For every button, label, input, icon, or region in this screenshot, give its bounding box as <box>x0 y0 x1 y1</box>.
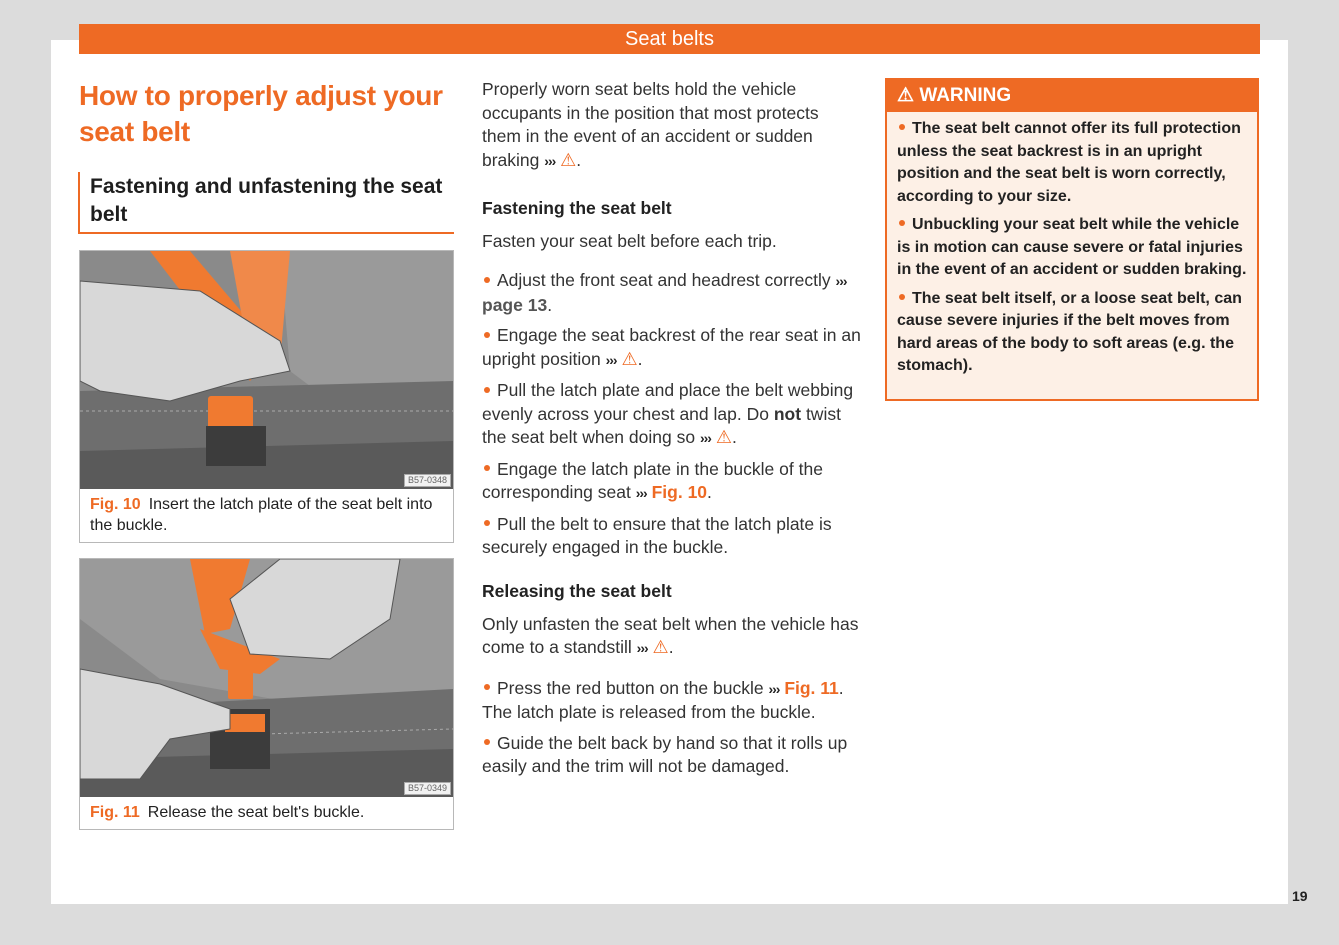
warning-item: The seat belt itself, or a loose seat belt, can cause severe injuries if the belt moves from hard areas of the body to soft areas (e.g. the stomach). <box>897 289 1242 374</box>
bullet-icon <box>484 277 490 283</box>
chapter-header: Seat belts <box>79 24 1260 54</box>
bullet-icon <box>899 124 905 130</box>
buckle-insert-illustration <box>80 251 453 489</box>
warning-header <box>887 80 1257 112</box>
warning-triangle-icon[interactable]: ⚠ <box>652 637 669 657</box>
list-item: Engage the seat backrest of the rear seat in an upright position ››› ⚠. <box>482 325 861 369</box>
page-number: 19 <box>1292 888 1308 904</box>
bullet-icon <box>484 739 490 745</box>
section-heading-text: Fastening and unfastening the seat belt <box>90 175 443 226</box>
warning-icon: ⚠ <box>897 85 915 106</box>
figure-caption <box>80 797 453 829</box>
bullet-icon <box>484 332 490 338</box>
bullet-icon <box>484 465 490 471</box>
cross-reference-arrows: ››› <box>544 152 556 169</box>
list-item: Guide the belt back by hand so that it rolls up easily and the trim will not be damaged. <box>482 732 848 776</box>
subheading-releasing: Releasing the seat belt <box>482 581 672 601</box>
fig-11-link[interactable]: Fig. 11 <box>784 677 839 698</box>
bullet-icon <box>899 220 905 226</box>
list-item: Press the red button on the buckle ››› Fig. 11. The latch plate is released from the buckle. <box>482 677 844 722</box>
bullet-icon <box>484 387 490 393</box>
warning-triangle-icon[interactable]: ⚠ <box>560 149 577 170</box>
warning-item: The seat belt cannot offer its full protection unless the seat backrest is in an upright position and the seat belt is worn correctly, according to your size. <box>897 120 1241 205</box>
section-heading <box>78 172 454 234</box>
warning-triangle-icon[interactable]: ⚠ <box>715 427 732 447</box>
figure-label: Fig. 11 <box>90 804 140 821</box>
page-13-link[interactable]: page 13 <box>482 294 548 315</box>
warning-body <box>887 112 1257 378</box>
list-item: Engage the latch plate in the buckle of the corresponding seat ››› Fig. 10. <box>482 458 823 502</box>
bullet-icon <box>484 684 490 690</box>
figure-code: B57-0349 <box>404 782 451 795</box>
subheading-fastening: Fastening the seat belt <box>482 198 672 218</box>
cross-reference-arrows: ››› <box>636 640 648 656</box>
cross-reference-arrows: ››› <box>768 680 780 697</box>
figure-label: Fig. 10 <box>90 496 141 513</box>
bullet-icon <box>484 520 490 526</box>
buckle-release-illustration <box>80 559 453 797</box>
list-item: Adjust the front seat and headrest correctly ››› page 13. <box>482 270 847 315</box>
intro-paragraph: Properly worn seat belts hold the vehicle occupants in the position that most protects them in the event of an accident or sudden braking ››› ⚠. <box>482 79 819 170</box>
figure-caption <box>80 489 453 542</box>
cross-reference-arrows: ››› <box>635 485 647 501</box>
cross-reference-arrows: ››› <box>605 351 617 368</box>
cross-reference-arrows: ››› <box>835 273 847 289</box>
cross-reference-arrows: ››› <box>699 430 711 446</box>
bullet-icon <box>899 294 905 300</box>
figure-caption-text: Release the seat belt's buckle. <box>147 804 365 821</box>
fastening-section <box>482 197 862 560</box>
figure-11-illustration <box>80 559 453 797</box>
figure-11 <box>79 558 454 830</box>
list-item: Pull the latch plate and place the belt webbing evenly across your chest and lap. Do not twist the seat belt when doing so ››› ⚠. <box>482 380 854 447</box>
page-title: How to properly adjust your seat belt <box>79 80 443 147</box>
warning-title: WARNING <box>919 85 1012 106</box>
releasing-text: Only unfasten the seat belt when the vehicle has come to a standstill ››› ⚠. <box>482 613 859 657</box>
releasing-section <box>482 580 862 779</box>
warning-box <box>885 78 1259 401</box>
figure-10-illustration <box>80 251 453 489</box>
figure-caption-text: Insert the latch plate of the seat belt into the buckle. <box>90 496 433 534</box>
figure-code: B57-0348 <box>404 474 451 487</box>
figure-10 <box>79 250 454 543</box>
warning-triangle-icon[interactable]: ⚠ <box>621 348 638 369</box>
fig-10-link[interactable]: Fig. 10 <box>651 482 708 502</box>
fastening-text: Fasten your seat belt before each trip. <box>482 230 777 251</box>
list-item: Pull the belt to ensure that the latch plate is securely engaged in the buckle. <box>482 513 832 557</box>
warning-item: Unbuckling your seat belt while the vehicle is in motion can cause severe or fatal injuries in the event of an accident or sudden braking. <box>897 216 1247 278</box>
